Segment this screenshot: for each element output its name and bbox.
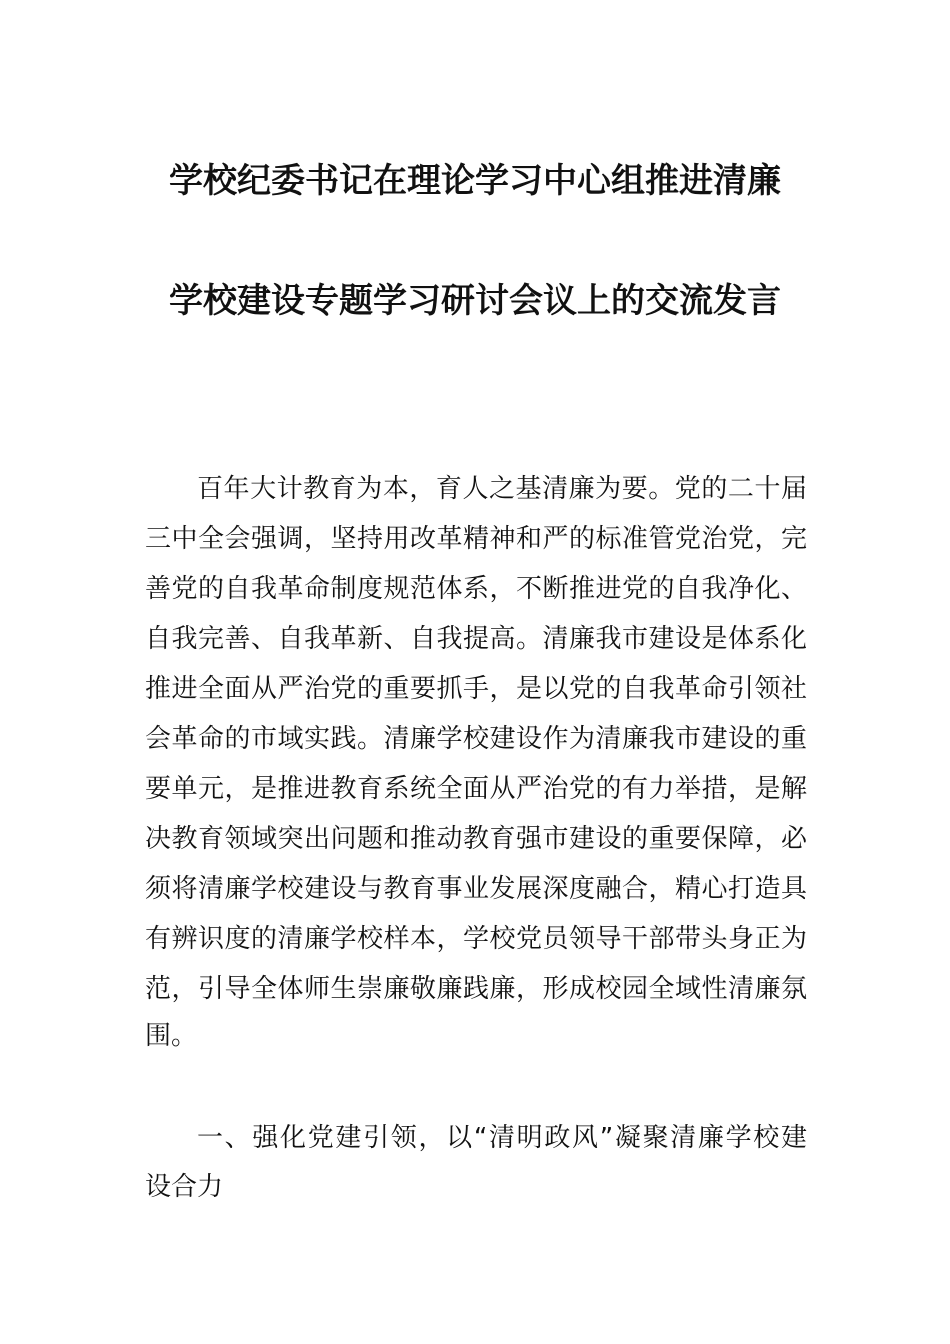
- paragraph-line: 善党的自我革命制度规范体系，不断推进党的自我净化、: [145, 574, 807, 604]
- section-heading-line: 设合力: [145, 1172, 224, 1202]
- paragraph-line: 范，引导全体师生崇廉敬廉践廉，形成校园全域性清廉氛: [145, 974, 807, 1004]
- paragraph-line: 决教育领域突出问题和推动教育强市建设的重要保障，必: [145, 824, 807, 854]
- paragraph-line: 须将清廉学校建设与教育事业发展深度融合，精心打造具: [145, 874, 807, 904]
- section-heading-line: 一、强化党建引领，以“清明政风”凝聚清廉学校建: [197, 1123, 807, 1153]
- paragraph-line: 要单元，是推进教育系统全面从严治党的有力举措，是解: [145, 774, 807, 804]
- paragraph-line: 推进全面从严治党的重要抓手，是以党的自我革命引领社: [145, 674, 807, 704]
- document-title-line-2: 学校建设专题学习研讨会议上的交流发言: [169, 281, 781, 321]
- paragraph-line: 围。: [145, 1021, 198, 1051]
- paragraph-line: 自我完善、自我革新、自我提高。清廉我市建设是体系化: [145, 624, 807, 654]
- document-title-line-1: 学校纪委书记在理论学习中心组推进清廉: [169, 161, 781, 201]
- paragraph-line: 百年大计教育为本，育人之基清廉为要。党的二十届: [197, 474, 807, 504]
- paragraph-line: 会革命的市域实践。清廉学校建设作为清廉我市建设的重: [145, 724, 807, 754]
- paragraph-line: 三中全会强调，坚持用改革精神和严的标准管党治党，完: [145, 524, 807, 554]
- paragraph-line: 有辨识度的清廉学校样本，学校党员领导干部带头身正为: [145, 924, 807, 954]
